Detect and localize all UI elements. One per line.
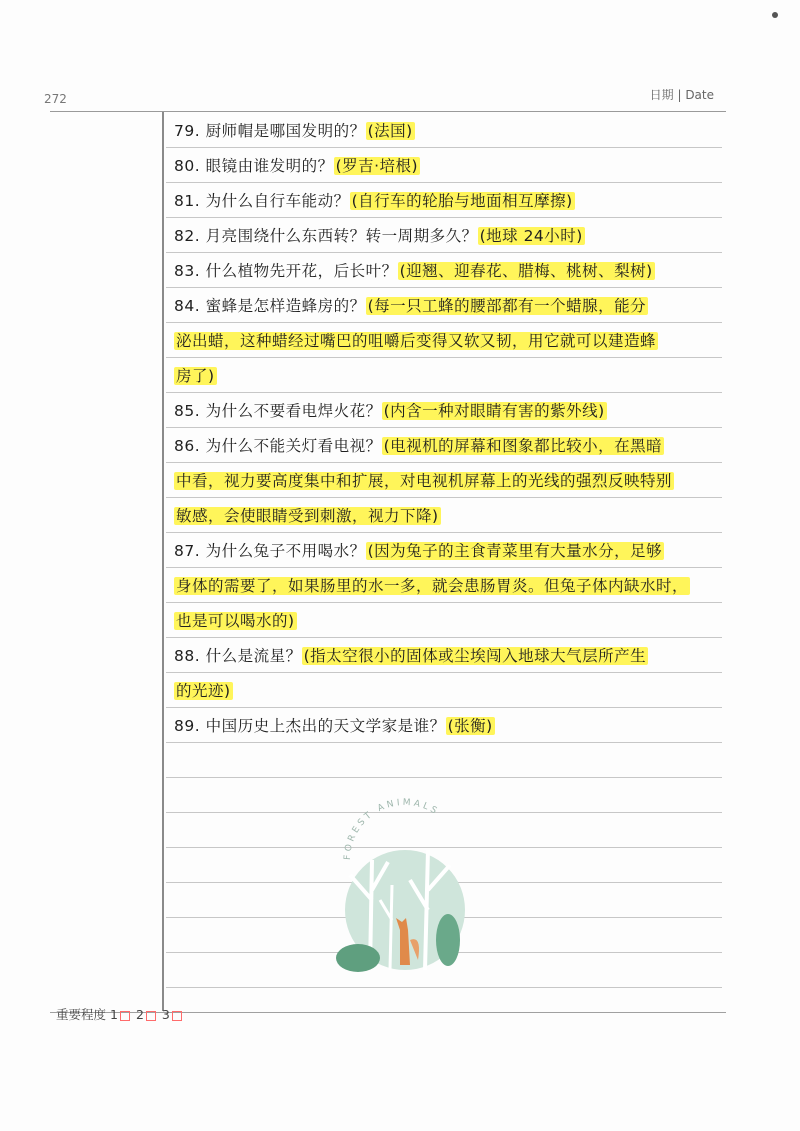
entry-line xyxy=(174,534,712,569)
question-text: 82. 月亮围绕什么东西转？转一周期多久？ xyxy=(174,227,478,245)
question-text: 81. 为什么自行车能动？ xyxy=(174,192,350,210)
page-number: 272 xyxy=(44,92,67,106)
entry-line xyxy=(174,359,712,394)
qa-entry xyxy=(174,149,712,184)
answer-highlight: 中看，视力要高度集中和扩展，对电视机屏幕上的光线的强烈反映特别 xyxy=(176,472,673,490)
ruled-line xyxy=(166,987,722,988)
answer-highlight: (地球 24小时) xyxy=(479,227,583,245)
importance-scale xyxy=(56,1005,184,1023)
answer-highlight: 房了) xyxy=(176,367,215,385)
ruled-line xyxy=(166,777,722,778)
qa-entry xyxy=(174,709,712,744)
date-label: 日期 | Date xyxy=(649,88,714,102)
answer-highlight: (每一只工蜂的腰部都有一个蜡腺，能分 xyxy=(367,297,647,315)
answer-highlight: (张衡) xyxy=(447,717,493,735)
question-text: 86. 为什么不能关灯看电视？ xyxy=(174,437,382,455)
question-text: 87. 为什么兔子不用喝水？ xyxy=(174,542,366,560)
answer-highlight: (法国) xyxy=(367,122,413,140)
question-text: 85. 为什么不要看电焊火花？ xyxy=(174,402,382,420)
answer-highlight: 敏感，会使眼睛受到刺激，视力下降) xyxy=(176,507,439,525)
importance-level-1: 1 xyxy=(110,1007,118,1022)
importance-checkbox-3[interactable] xyxy=(172,1011,182,1021)
answer-highlight: 的光迹) xyxy=(176,682,231,700)
answer-highlight: 泌出蜡，这种蜡经过嘴巴的咀嚼后变得又软又韧，用它就可以建造蜂 xyxy=(176,332,657,350)
importance-label: 重要程度 xyxy=(56,1007,107,1022)
entry-line xyxy=(174,254,712,289)
qa-entry xyxy=(174,289,712,394)
qa-entry xyxy=(174,219,712,254)
entry-line xyxy=(174,499,712,534)
answer-highlight: (内含一种对眼睛有害的紫外线) xyxy=(383,402,605,420)
question-text: 79. 厨师帽是哪国发明的？ xyxy=(174,122,366,140)
entry-line xyxy=(174,674,712,709)
question-text: 84. 蜜蜂是怎样造蜂房的？ xyxy=(174,297,366,315)
qa-entry xyxy=(174,639,712,709)
answer-highlight: 也是可以喝水的) xyxy=(176,612,295,630)
question-text: 88. 什么是流星？ xyxy=(174,647,302,665)
answer-highlight: 身体的需要了，如果肠里的水一多，就会患肠胃炎。但兔子体内缺水时， xyxy=(176,577,689,595)
question-text: 83. 什么植物先开花，后长叶？ xyxy=(174,262,398,280)
entry-line xyxy=(174,569,712,604)
entry-line xyxy=(174,429,712,464)
answer-highlight: (电视机的屏幕和图象都比较小，在黑暗 xyxy=(383,437,663,455)
question-text: 89. 中国历史上杰出的天文学家是谁？ xyxy=(174,717,446,735)
corner-dot xyxy=(772,12,778,18)
entry-line xyxy=(174,184,712,219)
entry-line xyxy=(174,639,712,674)
left-margin-column xyxy=(56,112,162,1011)
answer-highlight: (因为兔子的主食青菜里有大量水分，足够 xyxy=(367,542,663,560)
importance-checkbox-1[interactable] xyxy=(120,1011,130,1021)
entry-line xyxy=(174,114,712,149)
entry-line xyxy=(174,394,712,429)
answer-highlight: (迎翘、迎春花、腊梅、桃树、梨树) xyxy=(399,262,653,280)
answer-highlight: (指太空很小的固体或尘埃闯入地球大气层所产生 xyxy=(303,647,647,665)
qa-entry xyxy=(174,394,712,429)
question-text: 80. 眼镜由谁发明的？ xyxy=(174,157,334,175)
margin-line xyxy=(162,112,164,1011)
qa-entry xyxy=(174,114,712,149)
entry-line xyxy=(174,219,712,254)
qa-entry xyxy=(174,534,712,639)
entry-line xyxy=(174,604,712,639)
importance-level-2: 2 xyxy=(135,1007,144,1022)
entry-line xyxy=(174,464,712,499)
entry-line xyxy=(174,289,712,324)
qa-entry xyxy=(174,254,712,289)
answer-highlight: (罗吉·培根) xyxy=(335,157,419,175)
answer-highlight: (自行车的轮胎与地面相互摩擦) xyxy=(351,192,573,210)
qa-entry xyxy=(174,184,712,219)
qa-entry xyxy=(174,429,712,534)
forest-animals-sticker xyxy=(330,790,480,984)
importance-level-3: 3 xyxy=(161,1007,170,1022)
sticker-arc-text: FOREST ANIMALS xyxy=(342,797,441,861)
entry-line xyxy=(174,149,712,184)
entry-line xyxy=(174,324,712,359)
importance-checkbox-2[interactable] xyxy=(146,1011,156,1021)
entry-line xyxy=(174,709,712,744)
fox-in-forest-icon xyxy=(330,790,480,980)
